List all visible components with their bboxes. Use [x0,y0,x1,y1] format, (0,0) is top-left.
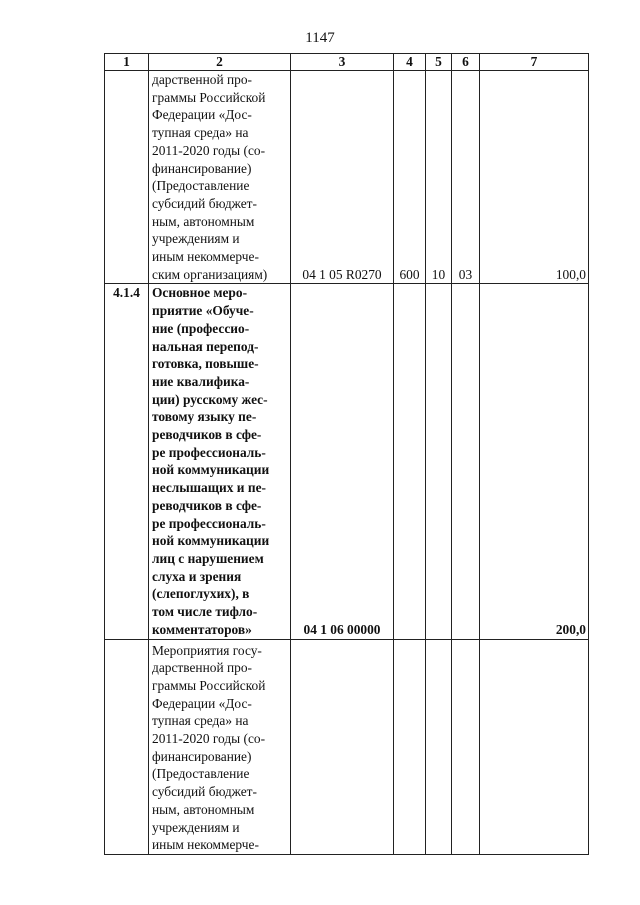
row-subsection-cell: 03 [452,71,480,284]
row-description-cell: Основное меро- приятие «Обуче- ние (профессио- нальная перепод- готовка, повыше- ние квалифика- ции) русскому жес- товому языку пе- реводчиков в сфе- ре профессиональ- ной коммуникации неслышащих и пе- реводчиков в сфе- ре профессиональ- ной коммуникации лиц с нарушением слуха и зрения (слепоглухих), в том числе тифло- комментаторов» [149,284,291,639]
table-row [105,639,589,854]
row-subsection-cell [452,639,480,854]
row-code-cell: 04 1 05 R0270 [291,71,394,284]
row-description-cell: дарственной про- граммы Российской Федерации «Дос- тупная среда» на 2011-2020 годы (со- финансирование) (Предоставление субсидий бюджет- ным, автономным учреждениям и иным некоммерче- ским организациям) [149,71,291,284]
row-number-cell [105,639,149,854]
row-section-cell: 10 [426,71,452,284]
row-number-cell [105,71,149,284]
row-number-cell: 4.1.4 [105,284,149,639]
row-section-cell [426,639,452,854]
row-amount-cell: 200,0 [480,284,589,639]
column-header: 4 [394,54,426,71]
row-amount-cell: 100,0 [480,71,589,284]
column-header: 5 [426,54,452,71]
page-number: 1147 [305,30,335,46]
column-header: 6 [452,54,480,71]
column-header: 7 [480,54,589,71]
row-code-cell [291,639,394,854]
table-header-row [105,54,589,71]
column-header: 2 [149,54,291,71]
budget-table [104,53,589,855]
row-expense-type-cell: 600 [394,71,426,284]
column-header: 1 [105,54,149,71]
row-section-cell [426,284,452,639]
row-description-cell: Мероприятия госу- дарственной про- граммы Российской Федерации «Дос- тупная среда» на 2011-2020 годы (со- финансирование) (Предоставление субсидий бюджет- ным, автономным учреждениям и иным некоммерче- [149,639,291,854]
table-row [105,284,589,639]
column-header: 3 [291,54,394,71]
row-subsection-cell [452,284,480,639]
row-amount-cell [480,639,589,854]
row-code-cell: 04 1 06 00000 [291,284,394,639]
row-expense-type-cell [394,639,426,854]
table-row [105,71,589,284]
row-expense-type-cell [394,284,426,639]
